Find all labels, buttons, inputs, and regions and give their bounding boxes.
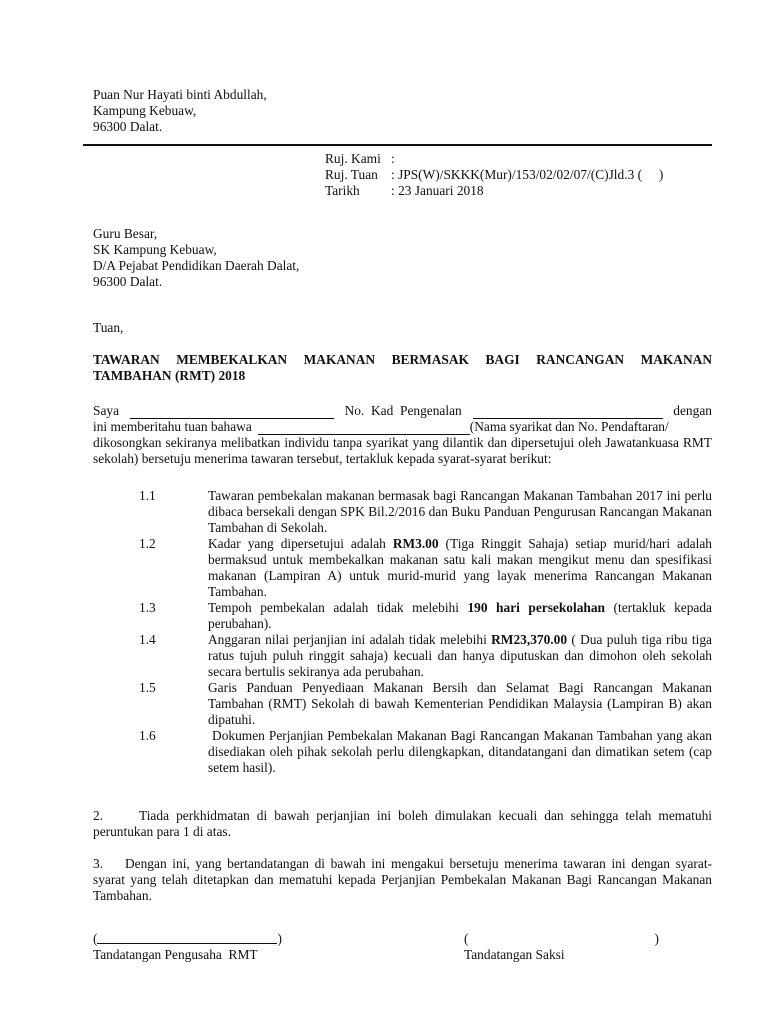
list-item — [93, 728, 716, 776]
contract-value: RM23,370.00 — [491, 632, 568, 647]
duration-days: 190 hari persekolahan — [467, 600, 606, 615]
paragraph-2 — [93, 808, 712, 840]
notify-text: ini memberitahu tuan bahawa — [93, 419, 252, 434]
witness-signature-space[interactable] — [468, 931, 654, 947]
recipient-postcode: 96300 Dalat. — [93, 274, 163, 289]
item-text: Garis Panduan Penyediaan Makanan Bersih dan Selamat Bagi Rancangan Makanan Tambahan (RMT) Sekolah di bawah Kementerian Pendidikan Malaysia (Lampiran B) akan dipatuhi. — [208, 680, 712, 727]
ref-kami-label: Ruj. Kami — [325, 151, 381, 166]
item-number: 1.1 — [139, 488, 156, 503]
title-line-1: TAWARAN MEMBEKALKAN MAKANAN BERMASAK BAGI RANCANGAN MAKANAN — [93, 352, 712, 367]
paragraph-number: 2. — [93, 808, 104, 823]
list-item — [93, 680, 712, 728]
item-text: Kadar yang dipersetujui adalah RM3.00 (Tiga Ringgit Sahaja) setiap murid/hari adalah bermaksud untuk membekalkan makanan satu kali makan mengikut menu dan spesifikasi makanan (Lampiran A) untuk murid-murid yang layak menerima Rancangan Makanan Tambahan. — [208, 536, 712, 599]
dengan-word: dengan — [673, 403, 712, 418]
recipient-school: SK Kampung Kebuaw, — [93, 242, 217, 257]
paragraph-text: Tiada perkhidmatan di bawah perjanjian ini boleh dimulakan kecuali dan sehingga telah mematuhi peruntukan para 1 di atas. — [93, 808, 712, 839]
item-number: 1.2 — [139, 536, 156, 551]
item-number: 1.5 — [139, 680, 156, 695]
witness-signature-label: Tandatangan Saksi — [464, 947, 565, 962]
ref-tuan-value: : JPS(W)/SKKK(Mur)/153/02/02/07/(C)Jld.3 ( ) — [391, 167, 664, 182]
letter-title — [93, 352, 712, 384]
item-number: 1.4 — [139, 632, 156, 647]
list-item — [93, 536, 712, 600]
date-label: Tarikh — [325, 183, 360, 198]
company-blank[interactable] — [258, 422, 470, 435]
sender-name: Puan Nur Hayati binti Abdullah, — [93, 87, 267, 102]
item-number: 1.3 — [139, 600, 156, 615]
sender-address — [93, 87, 267, 135]
salutation: Tuan, — [93, 320, 124, 335]
rate-amount: RM3.00 — [392, 536, 439, 551]
list-item — [93, 488, 712, 536]
paragraph-text: Dengan ini, yang bertandatangan di bawah ini mengakui bersetuju menerima tawaran ini dengan syarat-syarat yang telah ditetapkan dan mematuhi kepada Perjanjian Pembekalan Makanan Bagi Rancangan Makanan Tambahan. — [93, 856, 712, 903]
date-value: : 23 Januari 2018 — [391, 183, 484, 198]
intro-rest: dikosongkan sekiranya melibatkan individu tanpa syarikat yang dilantik dan dipersetujui oleh Jawatankuasa RMT sekolah) bersetuju menerima tawaran tersebut, tertakluk kepada syarat-syarat berikut: — [93, 435, 712, 466]
signature-witness: ( ) Tandatangan Saksi — [464, 931, 659, 962]
recipient-office: D/A Pejabat Pendidikan Daerah Dalat, — [93, 258, 300, 273]
intro-paragraph — [93, 403, 712, 467]
list-item — [93, 632, 712, 680]
recipient-title: Guru Besar, — [93, 226, 158, 241]
paragraph-3 — [93, 856, 712, 904]
header-divider — [83, 144, 712, 146]
sender-village: Kampung Kebuaw, — [93, 103, 197, 118]
item-text: Anggaran nilai perjanjian ini adalah tidak melebihi RM23,370.00 ( Dua puluh tiga ribu tiga ratus tujuh puluh ringgit sahaja) kecuali dan hanya diputuskan dan dimohon oleh sekolah secara bertulis sekiranya ada perubahan. — [208, 632, 712, 679]
operator-signature-label: Tandatangan Pengusaha RMT — [93, 947, 258, 962]
ref-kami-value: : — [391, 151, 395, 166]
recipient-address — [93, 226, 299, 290]
name-blank[interactable] — [130, 406, 334, 419]
item-text: Dokumen Perjanjian Pembekalan Makanan Bagi Rancangan Makanan Tambahan yang akan disediakan oleh pihak sekolah perlu dilengkapkan, ditandatangani dan dimatikan setem (cap setem hasil). — [208, 728, 716, 775]
operator-signature-line[interactable] — [97, 931, 277, 944]
company-note: (Nama syarikat dan No. Pendaftaran/ — [469, 419, 669, 434]
ic-label: No. Kad Pengenalan — [344, 403, 462, 418]
sender-postcode: 96300 Dalat. — [93, 119, 163, 134]
item-text: Tempoh pembekalan adalah tidak melebihi 190 hari persekolahan (tertakluk kepada perubahan). — [208, 600, 712, 631]
paragraph-number: 3. — [93, 856, 104, 871]
list-item — [93, 600, 712, 632]
item-text: Tawaran pembekalan makanan bermasak bagi Rancangan Makanan Tambahan 2017 ini perlu dibaca bersekali dengan SPK Bil.2/2016 dan Buku Panduan Pengurusan Rancangan Makanan Tambahan di Sekolah. — [208, 488, 712, 535]
saya-label: Saya — [93, 403, 120, 418]
conditions-list — [93, 488, 716, 776]
reference-block — [325, 151, 663, 199]
signature-operator: ( ) Tandatangan Pengusaha RMT — [93, 931, 282, 962]
title-line-2: TAMBAHAN (RMT) 2018 — [93, 368, 246, 383]
ref-tuan-label: Ruj. Tuan — [325, 167, 378, 182]
item-number: 1.6 — [139, 728, 156, 743]
ic-number-blank[interactable] — [473, 406, 663, 419]
